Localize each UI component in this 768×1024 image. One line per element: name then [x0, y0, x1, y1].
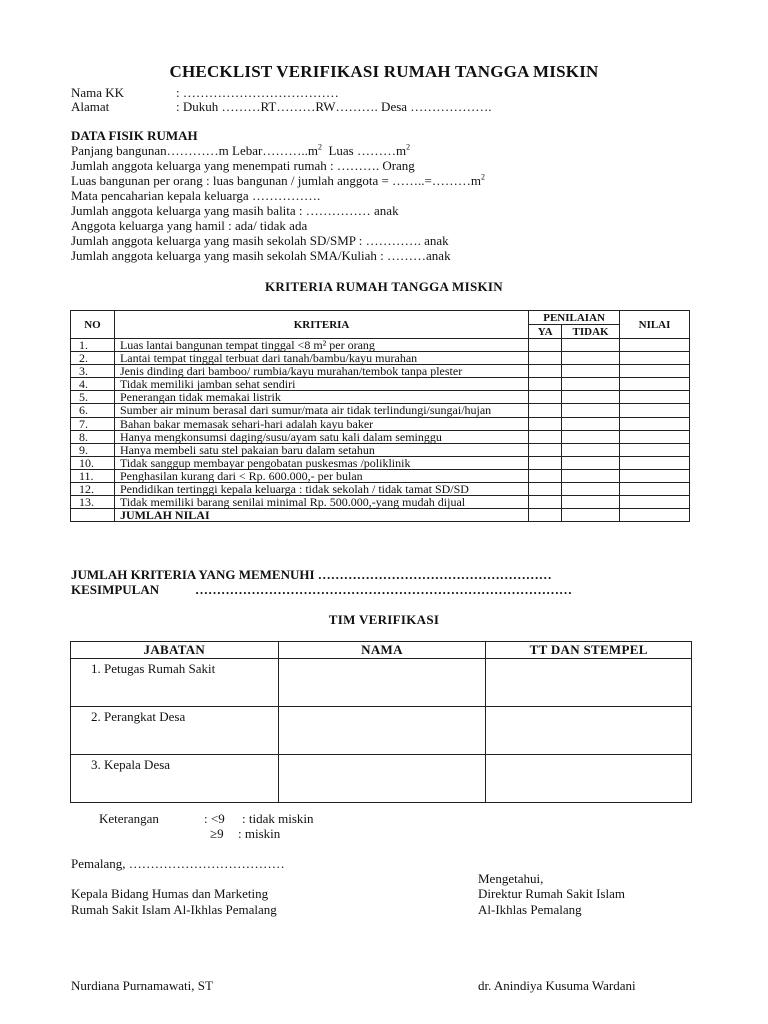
row-criteria: Luas lantai bangunan tempat tinggal <8 m² per orang	[114, 339, 528, 352]
row-criteria: Tidak sanggup membayar pengobatan puskesmas /poliklinik	[114, 457, 528, 470]
row-number: 13.	[71, 496, 115, 509]
kriteria-heading: KRITERIA RUMAH TANGGA MISKIN	[265, 279, 503, 294]
nilai-cell[interactable]	[620, 496, 690, 509]
ya-cell[interactable]	[529, 391, 562, 404]
tt-cell[interactable]	[486, 659, 692, 707]
tidak-cell[interactable]	[562, 391, 620, 404]
ya-cell[interactable]	[529, 365, 562, 378]
document-title: CHECKLIST VERIFIKASI RUMAH TANGGA MISKIN	[169, 62, 599, 81]
keterangan-text1: : tidak miskin	[242, 811, 314, 826]
sma-line: Jumlah anggota keluarga yang masih sekolah SMA/Kuliah : ………anak	[71, 248, 451, 263]
row-number: 3.	[71, 365, 115, 378]
nilai-cell[interactable]	[620, 457, 690, 470]
anggota-line: Jumlah anggota keluarga yang menempati rumah : ………. Orang	[71, 158, 415, 173]
row-number: 2.	[71, 352, 115, 365]
alamat-line	[71, 99, 492, 114]
row-criteria: Penghasilan kurang dari < Rp. 600.000,- per bulan	[114, 470, 528, 483]
col-jabatan-header: JABATAN	[71, 642, 279, 659]
luas-per-orang-line: Luas bangunan per orang : luas bangunan / jumlah anggota = $\dots\dots..=\dots\dots\dots m^2$	[71, 172, 485, 188]
tt-cell[interactable]	[486, 707, 692, 755]
jumlah-kriteria-line: JUMLAH KRITERIA YANG MEMENUHI ………………………………………………	[71, 567, 552, 582]
table-row	[71, 755, 692, 803]
table-row	[71, 352, 690, 365]
ya-total-cell[interactable]	[529, 509, 562, 522]
sd-smp-line: Jumlah anggota keluarga yang masih sekolah SD/SMP : …………. anak	[71, 233, 449, 248]
table-row	[71, 418, 690, 431]
panjang-line: Panjang bangunan…………m $Lebar\dots\dots\dots..m^2$ Luas $\dots\dots\dots m^2$	[71, 142, 411, 158]
balita-line: Jumlah anggota keluarga yang masih balita : …………… anak	[71, 203, 399, 218]
total-no-cell	[71, 509, 115, 522]
nilai-cell[interactable]	[620, 444, 690, 457]
row-criteria: Penerangan tidak memakai listrik	[114, 391, 528, 404]
tidak-cell[interactable]	[562, 365, 620, 378]
left-signer-name: Nurdiana Purnamawati, ST	[71, 978, 213, 993]
tidak-cell[interactable]	[562, 418, 620, 431]
tim-heading: TIM VERIFIKASI	[328, 612, 440, 627]
hamil-line: Anggota keluarga yang hamil : ada/ tidak ada	[71, 218, 308, 233]
mengetahui-line: Mengetahui,	[478, 871, 544, 886]
ya-cell[interactable]	[529, 444, 562, 457]
keterangan-op1: : <9	[204, 811, 225, 826]
col-tidak-header: TIDAK	[562, 325, 620, 339]
right-signer-name: dr. Anindiya Kusuma Wardani	[478, 978, 636, 993]
jabatan-cell: 1. Petugas Rumah Sakit	[71, 659, 279, 707]
keterangan-line1	[99, 811, 314, 826]
ya-cell[interactable]	[529, 457, 562, 470]
nilai-cell[interactable]	[620, 365, 690, 378]
row-number: 10.	[71, 457, 115, 470]
col-ya-header: YA	[529, 325, 562, 339]
row-number: 7.	[71, 418, 115, 431]
row-criteria: Hanya membeli satu stel pakaian baru dalam setahun	[114, 444, 528, 457]
row-criteria: Tidak memiliki barang senilai minimal Rp. 500.000,-yang mudah dijual	[114, 496, 528, 509]
table-row	[71, 365, 690, 378]
luas-text: Luas ………m	[328, 143, 407, 158]
tidak-cell[interactable]	[562, 444, 620, 457]
col-no-header: NO	[71, 311, 115, 339]
jabatan-cell: 3. Kepala Desa	[71, 755, 279, 803]
luas-per-orang-text: Luas bangunan per orang : luas bangunan / jumlah anggota = ……..=………m	[71, 173, 481, 188]
jabatan-cell: 2. Perangkat Desa	[71, 707, 279, 755]
alamat-value: : Dukuh ………RT………RW………. Desa ……………….	[176, 99, 492, 114]
table-row	[71, 470, 690, 483]
row-criteria: Tidak memiliki jamban sehat sendiri	[114, 378, 528, 391]
tidak-cell[interactable]	[562, 378, 620, 391]
ya-cell[interactable]	[529, 431, 562, 444]
table-row	[71, 431, 690, 444]
table-row	[71, 378, 690, 391]
col-penilaian-header: PENILAIAN	[529, 311, 620, 325]
total-label: JUMLAH NILAI	[114, 509, 528, 522]
alamat-label: Alamat	[71, 99, 110, 114]
ya-cell[interactable]	[529, 404, 562, 418]
left-title2: Rumah Sakit Islam Al-Ikhlas Pemalang	[71, 902, 277, 917]
row-number: 5.	[71, 391, 115, 404]
tidak-cell[interactable]	[562, 470, 620, 483]
nilai-cell[interactable]	[620, 378, 690, 391]
col-tt-header: TT DAN STEMPEL	[486, 642, 692, 659]
row-number: 4.	[71, 378, 115, 391]
col-nama-header: NAMA	[278, 642, 486, 659]
nilai-cell[interactable]	[620, 352, 690, 365]
total-row	[71, 509, 690, 522]
tidak-cell[interactable]	[562, 496, 620, 509]
nilai-cell[interactable]	[620, 483, 690, 496]
tidak-total-cell[interactable]	[562, 509, 620, 522]
nama-kk-line	[71, 85, 339, 100]
ya-cell[interactable]	[529, 418, 562, 431]
table-row	[71, 659, 692, 707]
panjang-text: Panjang bangunan…………m Lebar………..m	[71, 143, 318, 158]
tidak-cell[interactable]	[562, 483, 620, 496]
row-criteria: Jenis dinding dari bamboo/ rumbia/kayu murahan/tembok tanpa plester	[114, 365, 528, 378]
row-criteria: Pendidikan tertinggi kepala keluarga : tidak sekolah / tidak tamat SD/SD	[114, 483, 528, 496]
keterangan-op2: ≥9	[210, 826, 224, 841]
keterangan-line2	[210, 826, 280, 841]
nilai-cell[interactable]	[620, 470, 690, 483]
table-row	[71, 457, 690, 470]
row-number: 12.	[71, 483, 115, 496]
nilai-cell[interactable]	[620, 339, 690, 352]
tidak-cell[interactable]	[562, 404, 620, 418]
row-number: 1.	[71, 339, 115, 352]
ya-cell[interactable]	[529, 470, 562, 483]
tt-cell[interactable]	[486, 755, 692, 803]
ya-cell[interactable]	[529, 352, 562, 365]
ya-cell[interactable]	[529, 339, 562, 352]
table-row	[71, 404, 690, 418]
keterangan-text2: : miskin	[238, 826, 281, 841]
row-number: 9.	[71, 444, 115, 457]
nilai-cell[interactable]	[620, 391, 690, 404]
col-nilai-header: NILAI	[620, 311, 690, 339]
table-row	[71, 707, 692, 755]
nama-cell[interactable]	[278, 659, 486, 707]
row-number: 8.	[71, 431, 115, 444]
col-kriteria-header: KRITERIA	[114, 311, 528, 339]
table-row	[71, 483, 690, 496]
row-number: 11.	[71, 470, 115, 483]
ya-cell[interactable]	[529, 496, 562, 509]
tidak-cell[interactable]	[562, 352, 620, 365]
row-number: 6.	[71, 404, 115, 418]
kriteria-table	[70, 310, 690, 522]
right-title2: Al-Ikhlas Pemalang	[478, 902, 582, 917]
nilai-total-cell[interactable]	[620, 509, 690, 522]
tidak-cell[interactable]	[562, 457, 620, 470]
kesimpulan-line	[71, 582, 572, 597]
row-criteria: Sumber air minum berasal dari sumur/mata air tidak terlindungi/sungai/hujan	[114, 404, 528, 418]
nama-cell[interactable]	[278, 755, 486, 803]
table-row	[71, 444, 690, 457]
nama-kk-value: : ………………………………	[176, 85, 339, 100]
nama-cell[interactable]	[278, 707, 486, 755]
keterangan-label: Keterangan	[99, 811, 159, 826]
row-criteria: Bahan bakar memasak sehari-hari adalah kayu baker	[114, 418, 528, 431]
place-date-line: Pemalang, ………………………………	[71, 856, 285, 871]
kesimpulan-label: KESIMPULAN	[71, 582, 160, 597]
mata-pencaharian-line: Mata pencaharian kepala keluarga …………….	[71, 188, 321, 203]
nilai-cell[interactable]	[620, 404, 690, 418]
tim-verifikasi-table	[70, 641, 692, 803]
table-row	[71, 496, 690, 509]
ya-cell[interactable]	[529, 483, 562, 496]
left-title1: Kepala Bidang Humas dan Marketing	[71, 886, 269, 901]
kesimpulan-dots: ……………………………………………………………………………	[195, 582, 572, 597]
nilai-cell[interactable]	[620, 431, 690, 444]
data-fisik-heading: DATA FISIK RUMAH	[71, 128, 198, 143]
row-criteria: Lantai tempat tinggal terbuat dari tanah/bambu/kayu murahan	[114, 352, 528, 365]
tidak-cell[interactable]	[562, 339, 620, 352]
right-title1: Direktur Rumah Sakit Islam	[478, 886, 625, 901]
nama-kk-label: Nama KK	[71, 85, 125, 100]
ya-cell[interactable]	[529, 378, 562, 391]
table-row	[71, 391, 690, 404]
tidak-cell[interactable]	[562, 431, 620, 444]
row-criteria: Hanya mengkonsumsi daging/susu/ayam satu kali dalam seminggu	[114, 431, 528, 444]
nilai-cell[interactable]	[620, 418, 690, 431]
table-row	[71, 339, 690, 352]
